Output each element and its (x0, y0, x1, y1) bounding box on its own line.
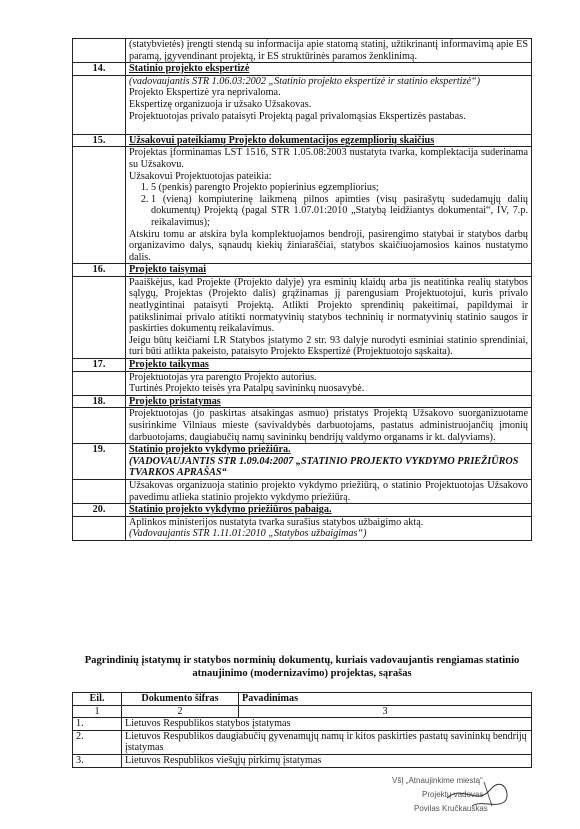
section-title: Užsakovui pateikiamų Projekto dokumentacijos egzempliorių skaičius (126, 134, 532, 147)
section-number: 18. (73, 395, 126, 408)
table-row (73, 39, 532, 63)
table-row (73, 516, 532, 540)
table-row (73, 276, 532, 358)
section-number: 16. (73, 264, 126, 277)
signature-stamp (392, 776, 532, 826)
table-row (73, 63, 532, 76)
documents-table (72, 692, 532, 768)
signature-icon (392, 776, 532, 826)
table-header-row (73, 693, 532, 706)
body-paragraph: Užsakovui Projektuotojas pateikia: (129, 170, 272, 182)
intro-text: (statybvietės) įrengti stendą su informacija apie statomą statinį, užtikrinantį informavimą apie ES paramą, įgyvendinant projektą, ir ES struktūrinės paramos ženklinimą. (126, 39, 532, 63)
column-header: Dokumento šifras (122, 693, 239, 706)
section-number: 19. (73, 444, 126, 480)
table-cell: 3 (239, 705, 532, 718)
reference-text: (Vadovaujantis STR 1.11.01:2010 „Statybos užbaigimas“) (129, 528, 367, 540)
stamp-line: Projektų vadovas (422, 790, 484, 799)
reference-text: (vadovaujantis STR 1.06.03:2002 „Statinio projekto ekspertizė ir statinio ekspertizė“) (129, 75, 481, 87)
body-line: Projektuotojas privalo pataisyti Projektą pagal privalomąsias Ekspertizės pastabas. (129, 110, 466, 122)
section-title: Projekto taikymas (126, 359, 532, 372)
section-title: Projekto taisymai (126, 264, 532, 277)
body-paragraph: Jeigu būtų keičiami LR Statybos įstatymo 2 str. 93 dalyje nurodyti esminiai statinio sprendiniai, turi būti atlikta pakeisto, pataisyto Projekto Ekspertizė (Projektuotojo sąskaita). (129, 334, 528, 358)
body-paragraph: Projektas įforminamas LST 1516, STR 1.05.08:2003 nustatyta tvarka, komplektacija suderinama su Užsakovu. (129, 147, 528, 170)
column-header: Pavadinimas (239, 693, 532, 706)
table-row (73, 408, 532, 444)
stamp-line: Povilas Kručkauskas (414, 804, 488, 813)
table-cell: Lietuvos Respublikos viešųjų pirkimų įstatymas (122, 754, 532, 767)
table-row (73, 754, 532, 767)
table-row (73, 718, 532, 731)
table-row (73, 359, 532, 372)
table-row (73, 147, 532, 264)
column-header: Eil. (73, 693, 122, 706)
body-paragraph: Projektuotojas (jo paskirtas atsakingas asmuo) pristatys Projektą Užsakovo suorganizuotame susirinkime Vilniaus mieste (savivaldybės darbuotojams, pastatus administruojančių įmonių darbuotojams, daugiabučių namų savininkų bendrijų valdymo organams ir kt. dalyviams). (129, 408, 528, 443)
table-row (73, 75, 532, 134)
body-line: Ekspertizę organizuoja ir užsako Užsakovas. (129, 98, 312, 110)
section-title: Statinio projekto vykdymo priežiūra. (VADOVAUJANTIS STR 1.09.04:2007 „STATINIO PROJEKTO VYKDYMO PRIEŽIŪROS TVARKOS APRAŠAS“ (126, 444, 532, 480)
table-row (73, 730, 532, 754)
table-cell: 2. (73, 730, 122, 754)
requirements-table (72, 38, 532, 541)
body-paragraph: Atskiru tomu ar atskira byla komplektuojamos bendroji, pasirengimo statybai ir statybos darbų organizavimo dalys, sąnaudų kiekių žiniaraščiai, statybos skaičiuojamosios kainos nustatymo dalis. (129, 228, 528, 263)
table-row (73, 444, 532, 480)
reference-text: (VADOVAUJANTIS STR 1.09.04:2007 „STATINIO PROJEKTO VYKDYMO PRIEŽIŪROS TVARKOS APRAŠAS“ (129, 455, 519, 479)
copies-list (129, 182, 528, 228)
table-row (73, 371, 532, 395)
section-body (126, 371, 532, 395)
section-title: Statinio projekto ekspertizė (126, 63, 532, 76)
body-line: Turtinės Projekto teisės yra Patalpų savininkų nuosavybė. (129, 383, 365, 395)
section-body (126, 516, 532, 540)
table-row (73, 705, 532, 718)
body-line: Aplinkos ministerijos nustatyta tvarka surašius statybos užbaigimo aktą. (129, 516, 424, 528)
body-paragraph: Užsakovas organizuoja statinio projekto vykdymo priežiūrą, o statinio Projektuotojas Užsakovo pavedimu atlieka statinio projekto vykdymo priežiūrą. (129, 479, 528, 503)
section-number: 15. (73, 134, 126, 147)
stamp-line: VšĮ „Atnaujinkime miestą“ (392, 776, 483, 785)
table-cell: 2 (122, 705, 239, 718)
table-cell: Lietuvos Respublikos statybos įstatymas (122, 718, 532, 731)
table-row (73, 134, 532, 147)
section-number: 17. (73, 359, 126, 372)
table-row (73, 264, 532, 277)
body-line: Projektuotojas yra parengto Projekto autorius. (129, 371, 317, 383)
table-cell: 1 (73, 705, 122, 718)
section-number: 14. (73, 63, 126, 76)
table-row (73, 395, 532, 408)
body-paragraph: Paaiškėjus, kad Projekte (Projekto dalyje) yra esminių klaidų arba jis neatitinka realių statybos sąlygų, Projektas (Projekto dalis) grąžinamas jį parengusiam Projektuotojui, kuris privalo neatlygintinai pataisyti Projektą. Atlikti Projekto sprendinių pakeitimai, papildymai ir patikslinimai privalo atitikti normatyvinių statybos techninių ir normatyvinių statinio saugos ir paskirties dokumentų reikalavimus. (129, 276, 528, 335)
section-body (126, 479, 532, 503)
table-cell: 1. (73, 718, 122, 731)
list-item: 2. 1 (vieną) kompiuterinę laikmeną pilnos apimties (visų pasirašytų sudedamųjų dalių dokumentų) Projektą (pagal STR 1.07.01:2010 „Statybą leidžiantys dokumentai“, IV, 7.p. reikalavimus); (151, 194, 528, 229)
list-item: 1. 5 (penkis) parengto Projekto popierinius egzempliorius; (151, 182, 528, 194)
table-row (73, 479, 532, 503)
table-cell: Lietuvos Respublikos daugiabučių gyvenamųjų namų ir kitos paskirties pastatų savininkų bendrijų įstatymas (122, 730, 532, 754)
section-title: Statinio projekto vykdymo priežiūros pabaiga. (126, 504, 532, 517)
table-cell: 3. (73, 754, 122, 767)
table-row (73, 504, 532, 517)
section-body (126, 147, 532, 264)
body-line: Projekto Ekspertizė yra neprivaloma. (129, 87, 281, 99)
list-heading: Pagrindinių įstatymų ir statybos norminių dokumentų, kuriais vadovaujantis rengiamas statinio atnaujinimo (modernizavimo) projektas, sąrašas (84, 655, 520, 679)
section-body (126, 276, 532, 358)
section-body (126, 408, 532, 444)
section-body (126, 75, 532, 134)
section-title: Projekto pristatymas (126, 395, 532, 408)
section-number: 20. (73, 504, 126, 517)
